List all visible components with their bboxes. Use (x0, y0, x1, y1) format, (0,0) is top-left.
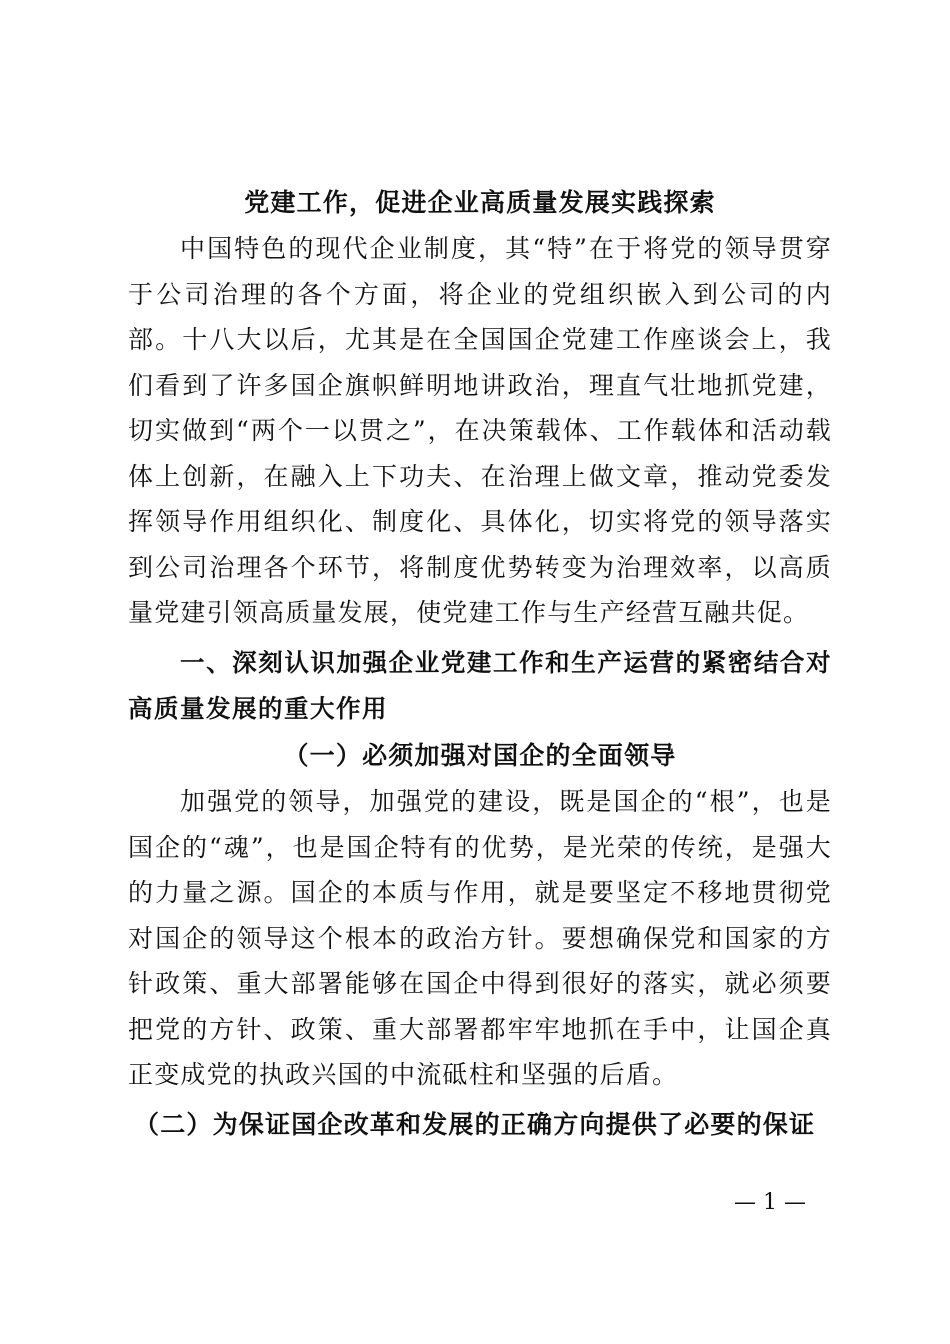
intro-paragraph: 中国特色的现代企业制度，其“特”在于将党的领导贯穿于公司治理的各个方面，将企业的党组织嵌入到公司的内部。十八大以后，尤其是在全国国企党建工作座谈会上，我们看到了许多国企旗帜鲜明地讲政治，理直气壮地抓党建，切实做到“两个一以贯之”，在决策载体、工作载体和活动载体上创新，在融入上下功夫、在治理上做文章，推动党委发挥领导作用组织化、制度化、具体化，切实将党的领导落实到公司治理各个环节，将制度优势转变为治理效率，以高质量党建引领高质量发展，使党建工作与生产经营互融共促。 (128, 234, 832, 627)
section-heading-1: 一、深刻认识加强企业党建工作和生产运营的紧密结合对高质量发展的重大作用 (128, 648, 832, 723)
document-title: 党建工作，促进企业高质量发展实践探索 (244, 188, 716, 217)
subsection-heading-1: （一）必须加强对国企的全面领导 (283, 741, 677, 770)
subsection-1-paragraph: 加强党的领导，加强党的建设，既是国企的“根”，也是国企的“魂”，也是国企特有的优势，是光荣的传统，是强大的力量之源。国企的本质与作用，就是要坚定不移地贯彻党对国企的领导这个根本的政治方针。要想确保党和国家的方针政策、重大部署能够在国企中得到很好的落实，就必须要把党的方针、政策、重大部署都牢牢地抓在手中，让国企真正变成党的执政兴国的中流砥柱和坚强的后盾。 (128, 787, 832, 1089)
page-number: — 1 — (734, 1190, 806, 1215)
subsection-heading-2: （二）为保证国企改革和发展的正确方向提供了必要的保证 (134, 1110, 816, 1139)
